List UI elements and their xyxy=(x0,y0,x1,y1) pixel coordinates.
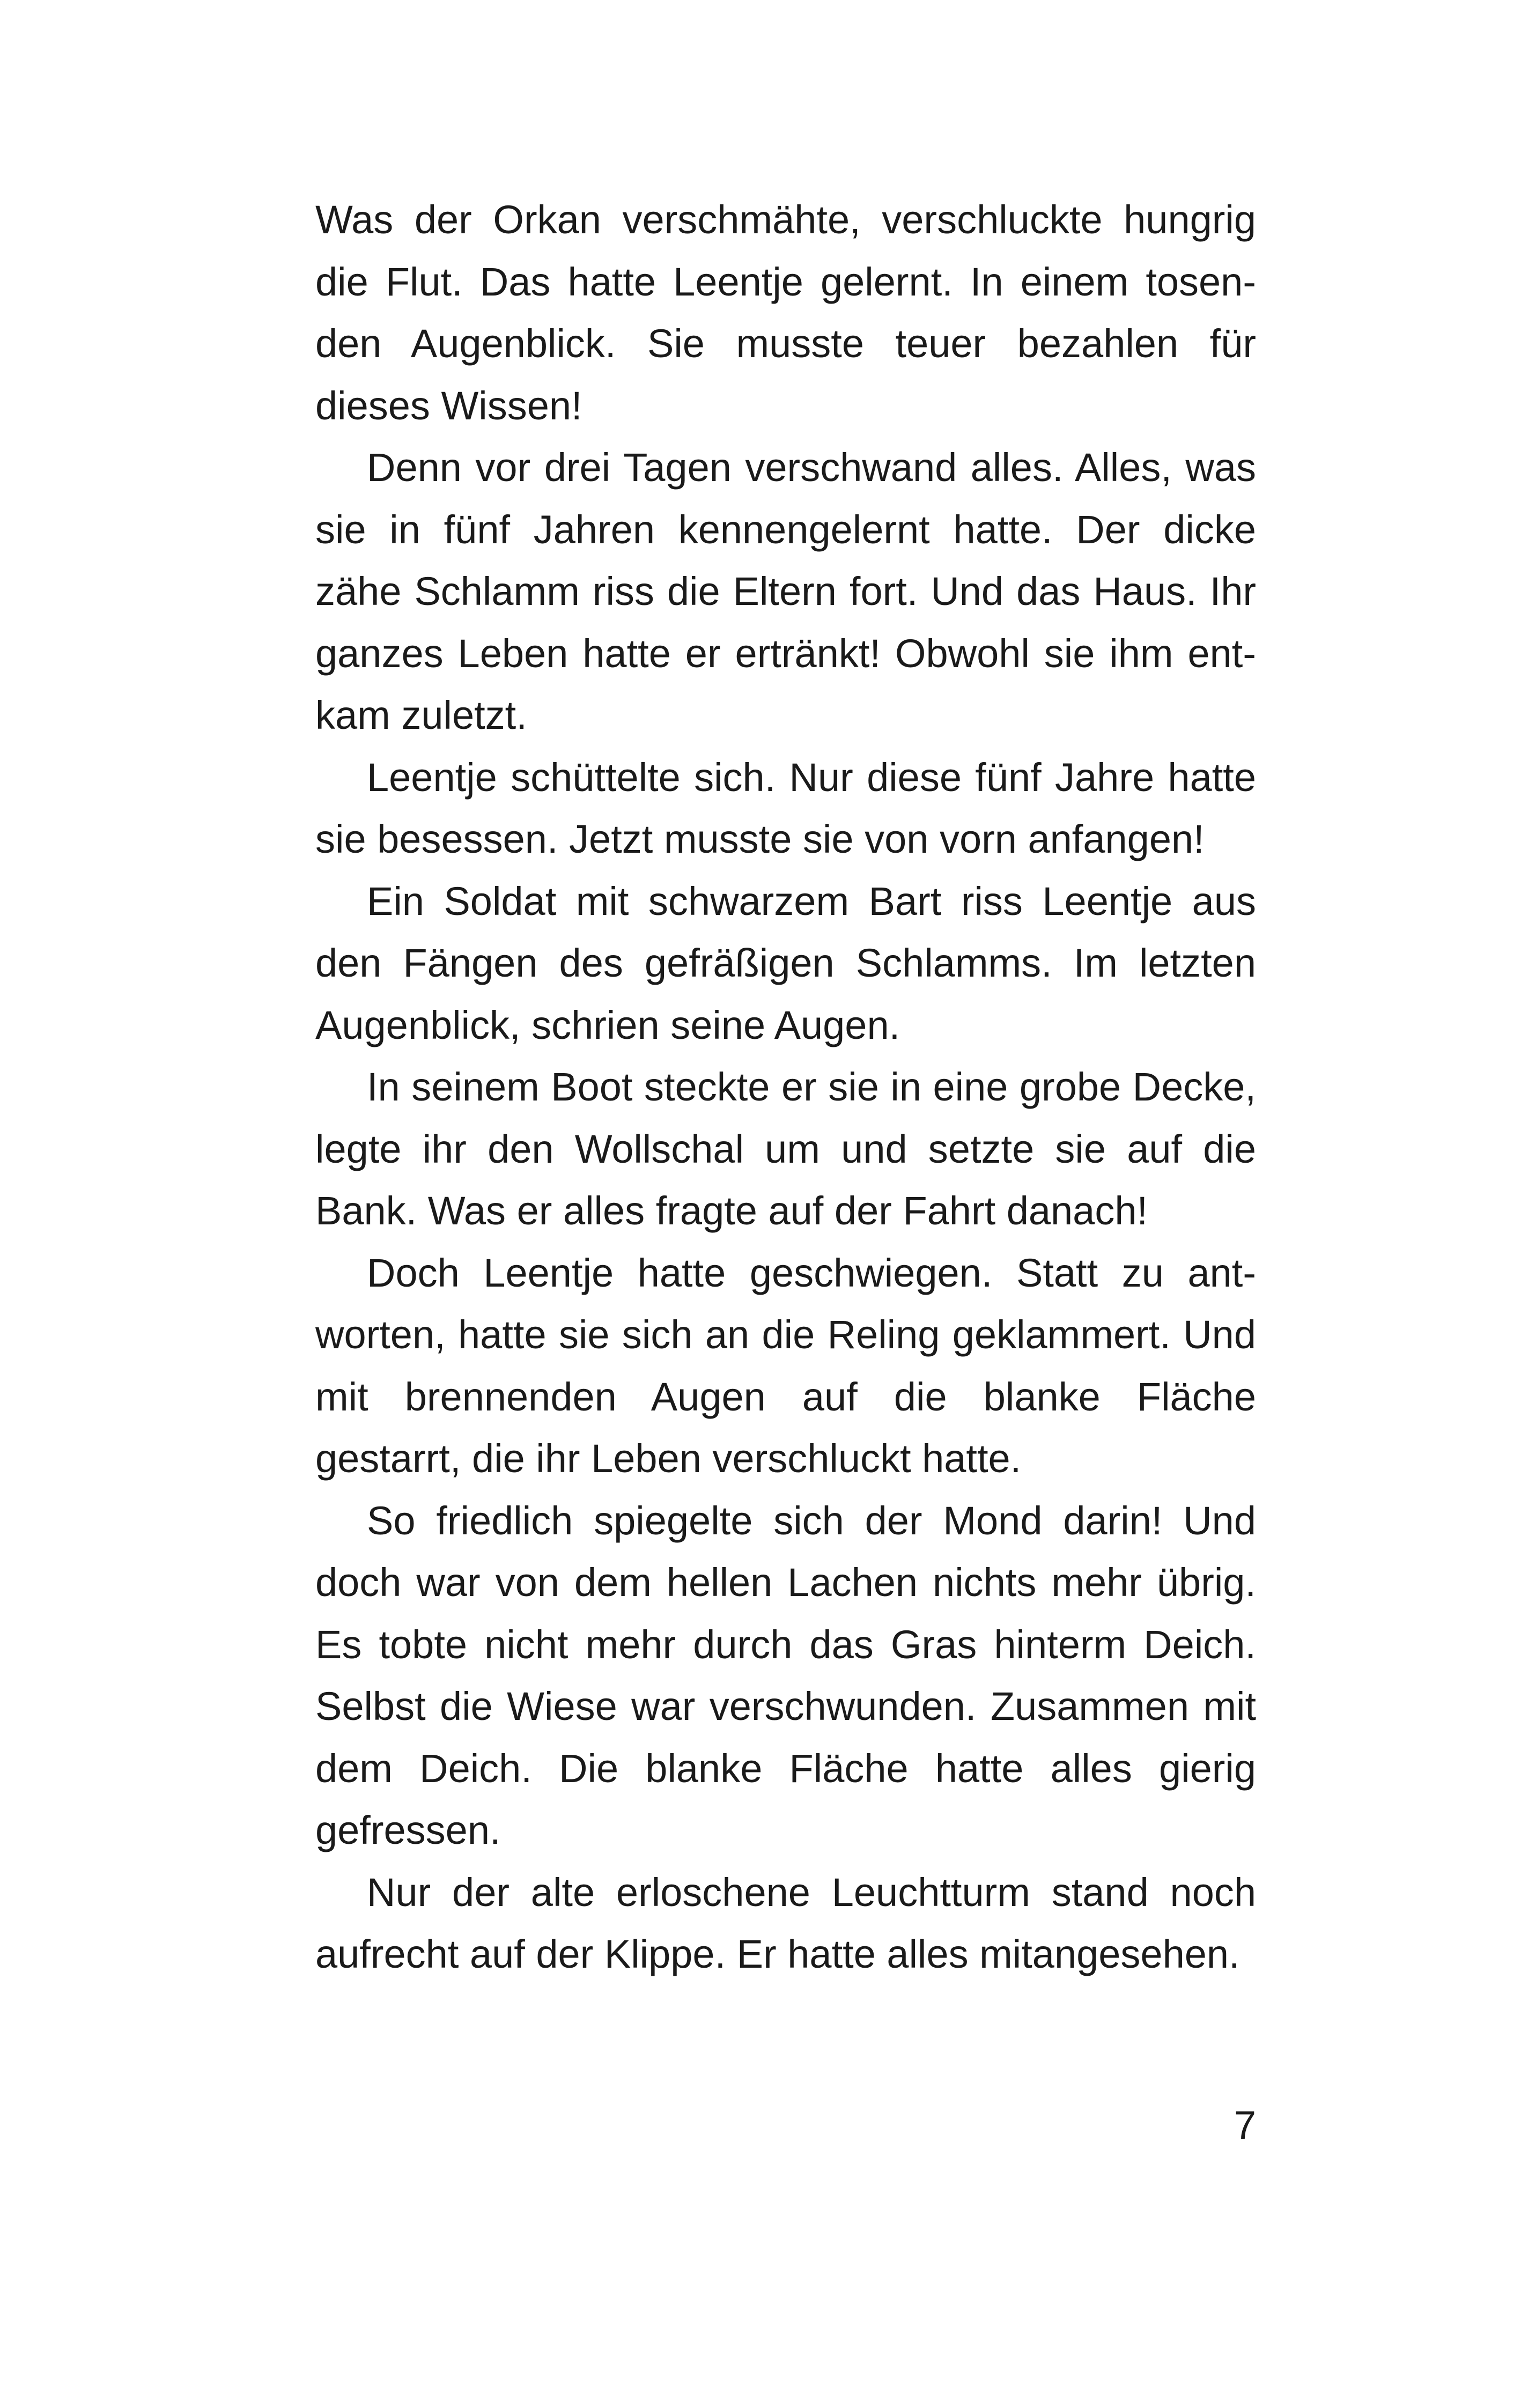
body-text xyxy=(315,189,1256,1985)
paragraph-6: Doch Leentje hatte geschwiegen. Statt zu antworten, hatte sie sich an die Reling geklammert. Und mit brennenden Augen auf die blanke Fläche gestarrt, die ihr Leben verschluckt hatte. xyxy=(315,1250,1256,1481)
paragraph-4: Ein Soldat mit schwarzem Bart riss Leentje aus den Fängen des gefräßigen Schlamms. Im letzten Augenblick, schrien seine Augen. xyxy=(315,878,1256,1047)
paragraph-3: Leentje schüttelte sich. Nur diese fünf Jahre hatte sie besessen. Jetzt musste sie von vorn anfangen! xyxy=(315,755,1256,861)
paragraph-2: Denn vor drei Tagen verschwand alles. Alles, was sie in fünf Jahren kennengelernt hatte. Der dicke zähe Schlamm riss die Eltern fort. Und das Haus. Ihr ganzes Leben hatte er ertränkt! Obwohl sie ihm entkam zuletzt. xyxy=(315,445,1256,737)
paragraph-7: So friedlich spiegelte sich der Mond darin! Und doch war von dem hellen Lachen nichts mehr übrig. Es tobte nicht mehr durch das Gras hinterm Deich. Selbst die Wiese war verschwunden. Zusammen mit dem Deich. Die blanke Fläche hatte alles gierig gefressen. xyxy=(315,1498,1256,1852)
page-number: 7 xyxy=(1234,2103,1256,2147)
paragraph-5: In seinem Boot steckte er sie in eine grobe Decke, legte ihr den Wollschal um und setzte sie auf die Bank. Was er alles fragte auf der Fahrt danach! xyxy=(315,1065,1256,1233)
paragraph-8: Nur der alte erloschene Leuchtturm stand noch aufrecht auf der Klippe. Er hatte alles mitangesehen. xyxy=(315,1870,1256,1976)
paragraph-1: Was der Orkan verschmähte, verschluckte hungrig die Flut. Das hatte Leentje gelernt. In einem tosenden Augenblick. Sie musste teuer bezahlen für dieses Wissen! xyxy=(315,197,1256,428)
